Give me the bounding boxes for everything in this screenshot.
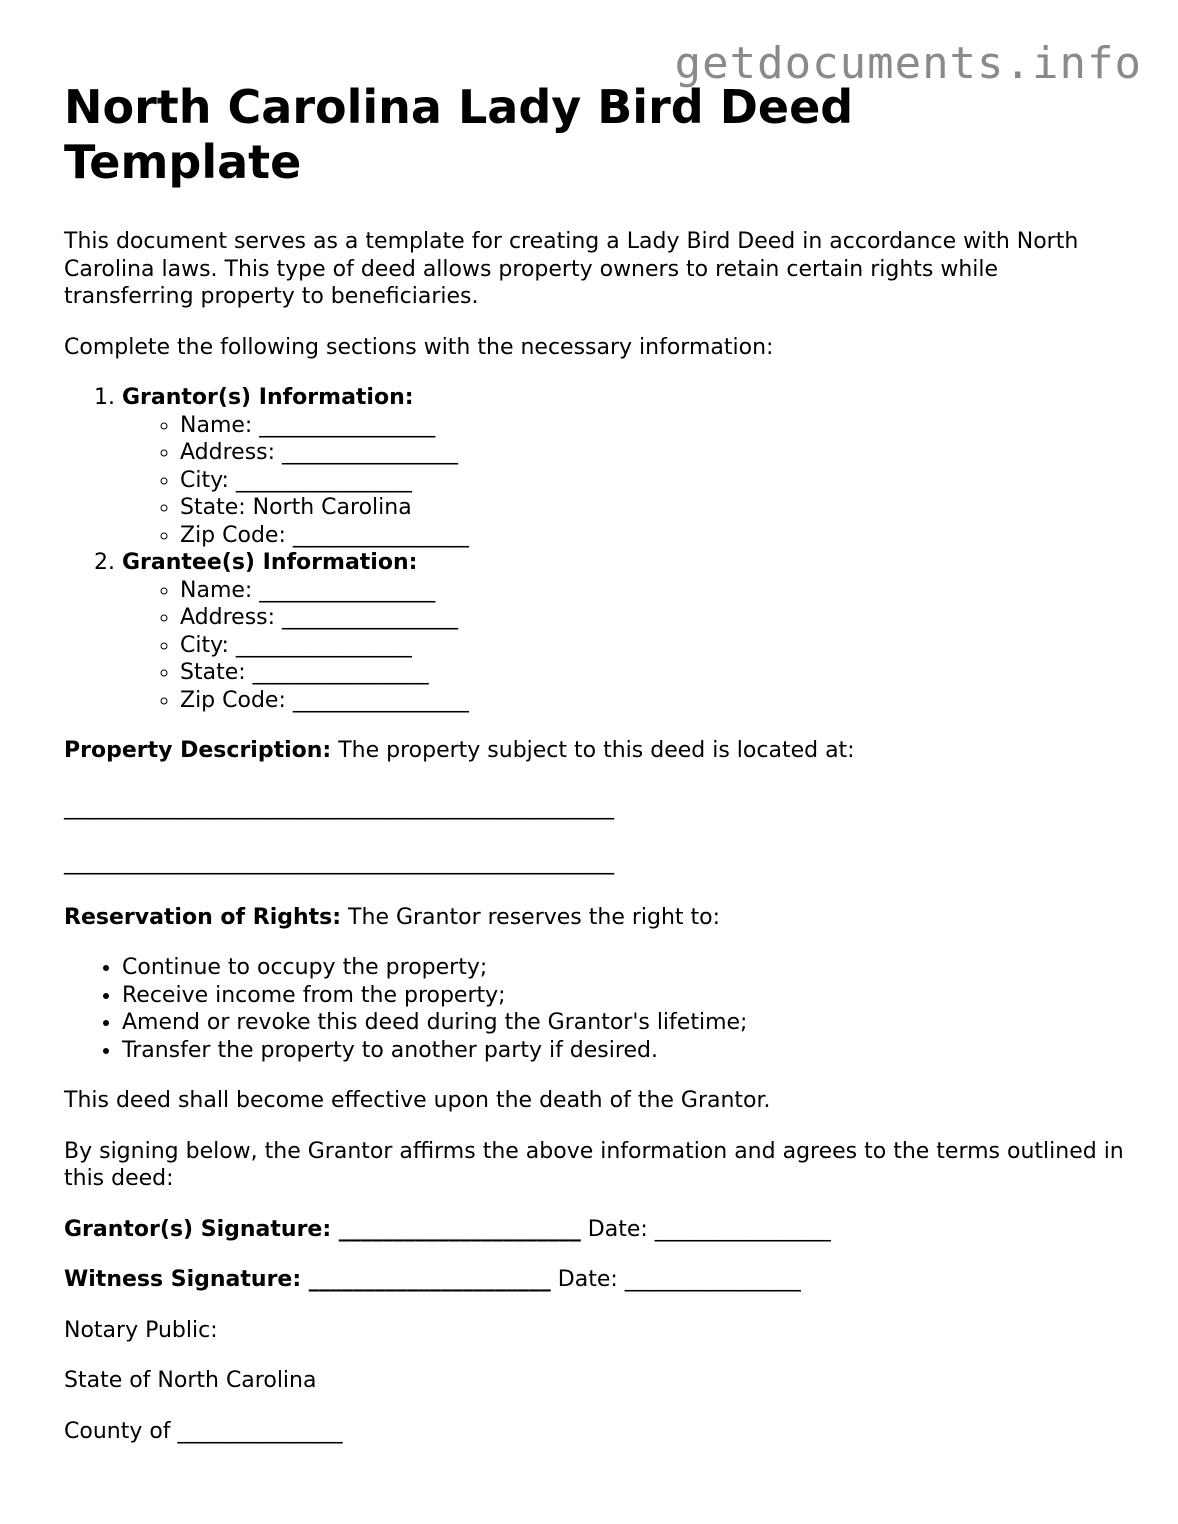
- affirm-paragraph: By signing below, the Grantor affirms the above information and agrees to the terms outlined in this deed:: [64, 1138, 1124, 1191]
- grantor-address-field: ◦ Address: ________________: [180, 439, 1124, 467]
- grantor-fields: [122, 412, 1124, 550]
- rights-item: • Transfer the property to another party if desired.: [122, 1037, 1124, 1065]
- county-line: County of _______________: [64, 1418, 343, 1444]
- grantee-fields: [122, 577, 1124, 715]
- state-line: State of North Carolina: [64, 1368, 317, 1393]
- grantor-signature-label: Grantor(s) Signature: ______________________: [64, 1216, 581, 1242]
- intro-paragraph: This document serves as a template for creating a Lady Bird Deed in accordance with North Carolina laws. This type of deed allows property owners to retain certain rights while transferring property to beneficiaries.: [64, 229, 1079, 309]
- rights-list: [64, 954, 1124, 1064]
- grantee-name-field: ◦ Name: ________________: [180, 577, 1124, 605]
- instructions-paragraph: Complete the following sections with the necessary information:: [64, 334, 774, 360]
- grantor-signature-date: Date: ________________: [580, 1216, 831, 1242]
- rights-item: • Amend or revoke this deed during the Grantor's lifetime;: [122, 1009, 1124, 1037]
- grantee-zip-field: ◦ Zip Code: ________________: [180, 687, 1124, 715]
- page-title: North Carolina Lady Bird Deed Template: [64, 80, 854, 189]
- document-page: [64, 80, 1124, 1445]
- grantor-section: [122, 384, 1124, 549]
- witness-signature-date: Date: ________________: [550, 1267, 801, 1292]
- property-blank-line-2: __________________________________________________: [64, 850, 614, 875]
- effective-paragraph: This deed shall become effective upon the death of the Grantor.: [64, 1088, 771, 1113]
- grantee-section: [122, 549, 1124, 714]
- grantee-address-field: ◦ Address: ________________: [180, 604, 1124, 632]
- reservation-of-rights: [64, 904, 1124, 932]
- reservation-label: Reservation of Rights:: [64, 904, 342, 930]
- witness-signature-line: [64, 1266, 1124, 1294]
- grantor-signature-line: [64, 1216, 1124, 1244]
- rights-item: • Continue to occupy the property;: [122, 954, 1124, 982]
- grantor-state-field: ◦ State: North Carolina: [180, 494, 1124, 522]
- property-blank-line-1: __________________________________________________: [64, 794, 614, 820]
- grantor-zip-field: ◦ Zip Code: ________________: [180, 522, 1124, 550]
- grantor-name-field: ◦ Name: ________________: [180, 412, 1124, 440]
- witness-signature-label: Witness Signature: ______________________: [64, 1267, 551, 1292]
- grantor-city-field: ◦ City: ________________: [180, 467, 1124, 495]
- grantor-heading: Grantor(s) Information:: [122, 385, 414, 410]
- rights-item: • Receive income from the property;: [122, 982, 1124, 1010]
- property-label: Property Description:: [64, 738, 332, 763]
- grantee-state-field: ◦ State: ________________: [180, 659, 1124, 687]
- property-description: [64, 737, 1124, 765]
- watermark: getdocuments.info: [674, 38, 1142, 89]
- notary-label: Notary Public:: [64, 1317, 218, 1343]
- sections-list: [64, 384, 1124, 714]
- grantee-city-field: ◦ City: ________________: [180, 632, 1124, 660]
- reservation-text: The Grantor reserves the right to:: [341, 904, 721, 930]
- grantee-heading: Grantee(s) Information:: [122, 550, 418, 575]
- property-text: The property subject to this deed is located at:: [331, 738, 855, 763]
